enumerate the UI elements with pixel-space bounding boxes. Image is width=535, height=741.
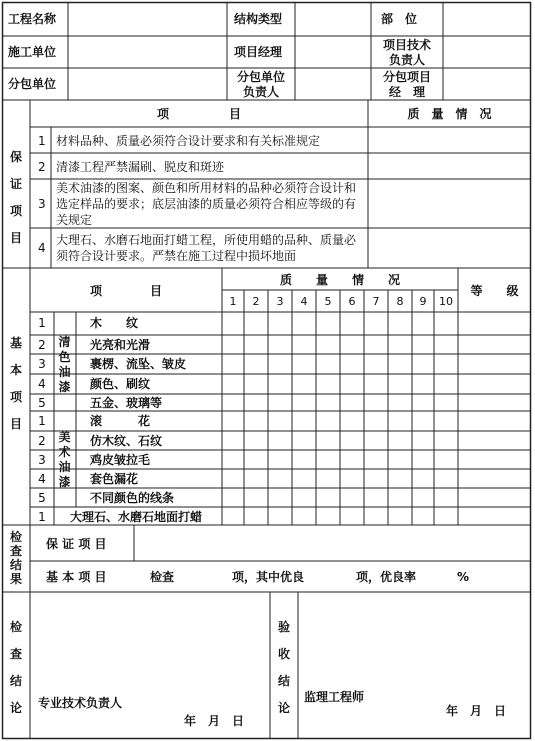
quality-column-number: 9 <box>419 295 427 308</box>
quality-column-number: 3 <box>276 295 284 308</box>
basic-quality-header: 质 量 情 况 <box>279 273 400 287</box>
basic-item-num: 3 <box>38 357 46 371</box>
guarantee-item-text: 美术油漆的图案、颜色和所用材料的品种必须符合设计和选定样品的要求；底层油漆的质量必须符合相应等级的有关规定 <box>56 181 357 227</box>
basic-item-text: 颜色、刷纹 <box>90 377 151 391</box>
guarantee-section-label: 保证项目 <box>9 150 22 245</box>
basic-item-text: 套色漏花 <box>90 472 139 486</box>
quality-column-number: 2 <box>252 295 260 308</box>
basic-item-text: 光亮和光滑 <box>90 338 151 352</box>
quality-column-number: 4 <box>300 295 308 308</box>
acceptance-date-label: 年 月 日 <box>446 704 507 718</box>
percent-sign: % <box>457 570 470 584</box>
check-date-label: 年 月 日 <box>184 714 245 728</box>
basic-item-num: 5 <box>38 491 46 505</box>
construction-unit-label: 施工单位 <box>8 45 57 59</box>
basic-item-num: 2 <box>38 338 46 352</box>
basic-item-num: 4 <box>38 377 46 391</box>
guarantee-item-text: 清漆工程严禁漏刷、脱皮和斑迹 <box>56 160 225 174</box>
art-lacquer-group-label: 美术油漆 <box>58 430 71 489</box>
acceptance-conclusion-label: 验收结论 <box>277 620 290 715</box>
project-manager-label: 项目经理 <box>234 45 283 59</box>
sub-manager-label-line2: 经 理 <box>388 85 425 99</box>
basic-item-num: 2 <box>38 434 46 448</box>
structure-type-label: 结构类型 <box>234 12 283 26</box>
basic-item-num: 3 <box>38 453 46 467</box>
basic-item-num: 1 <box>38 316 46 330</box>
basic-result-label: 基 本 项 目 <box>46 570 107 584</box>
quality-column-number: 8 <box>396 295 404 308</box>
guarantee-quality-header: 质 量 情 况 <box>407 107 492 121</box>
excellent-rate-text: 项，优良率 <box>356 570 417 584</box>
basic-item-text: 木 纹 <box>90 316 139 330</box>
guarantee-item-text: 大理石、水磨石地面打蜡工程，所使用蜡的品种、质量必须符合设计要求。严禁在施工过程中损坏地面 <box>56 233 357 263</box>
basic-item-text: 鸡皮皱拉毛 <box>90 453 151 467</box>
part-label: 部 位 <box>381 12 418 26</box>
project-name-label: 工程名称 <box>8 12 57 26</box>
tech-lead-signature-label: 专业技术负责人 <box>38 696 123 710</box>
clear-lacquer-group-label: 清色油漆 <box>58 335 71 394</box>
basic-item-num: 5 <box>38 396 46 410</box>
quality-column-number: 6 <box>348 295 356 308</box>
basic-item-text: 滚 花 <box>90 414 151 428</box>
subcontractor-label: 分包单位 <box>8 77 57 91</box>
excellent-count-text: 项，其中优良 <box>232 570 305 584</box>
check-result-section-label: 检查结果 <box>9 530 22 586</box>
sub-lead-label-line2: 负责人 <box>242 85 279 99</box>
basic-item-text: 不同颜色的线条 <box>90 491 175 505</box>
supervisor-signature-label: 监理工程师 <box>304 690 365 704</box>
basic-section-label: 基本项目 <box>9 336 22 431</box>
sub-lead-label-line1: 分包单位 <box>236 70 285 84</box>
guarantee-item-num: 3 <box>38 197 46 211</box>
basic-grade-header: 等 级 <box>470 284 519 298</box>
quality-column-number: 10 <box>439 295 453 308</box>
guarantee-item-num: 1 <box>38 134 46 148</box>
basic-item-text: 大理石、水磨石地面打蜡 <box>70 510 203 524</box>
tech-lead-label-line1: 项目技术 <box>382 38 431 52</box>
basic-item-num: 4 <box>38 472 46 486</box>
guarantee-item-text: 材料品种、质量必须符合设计要求和有关标准规定 <box>56 134 321 148</box>
quality-column-number: 5 <box>324 295 332 308</box>
basic-item-text: 仿木纹、石纹 <box>90 434 163 448</box>
guarantee-item-header: 项 目 <box>156 107 241 121</box>
basic-item-text: 五金、玻璃等 <box>90 396 163 410</box>
basic-item-num: 1 <box>38 510 46 524</box>
sub-manager-label-line1: 分包项目 <box>382 70 431 84</box>
guarantee-result-label: 保 证 项 目 <box>46 537 107 551</box>
guarantee-item-num: 2 <box>38 160 46 174</box>
check-conclusion-label: 检查结论 <box>9 620 22 715</box>
quality-column-number: 7 <box>372 295 380 308</box>
basic-item-num: 1 <box>38 414 46 428</box>
basic-item-text: 裹楞、流坠、皱皮 <box>90 357 187 371</box>
check-text: 检查 <box>150 570 175 584</box>
guarantee-item-num: 4 <box>38 241 46 255</box>
quality-column-number: 1 <box>229 295 237 308</box>
basic-item-header: 项 目 <box>89 284 162 298</box>
tech-lead-label-line2: 负责人 <box>388 53 425 67</box>
